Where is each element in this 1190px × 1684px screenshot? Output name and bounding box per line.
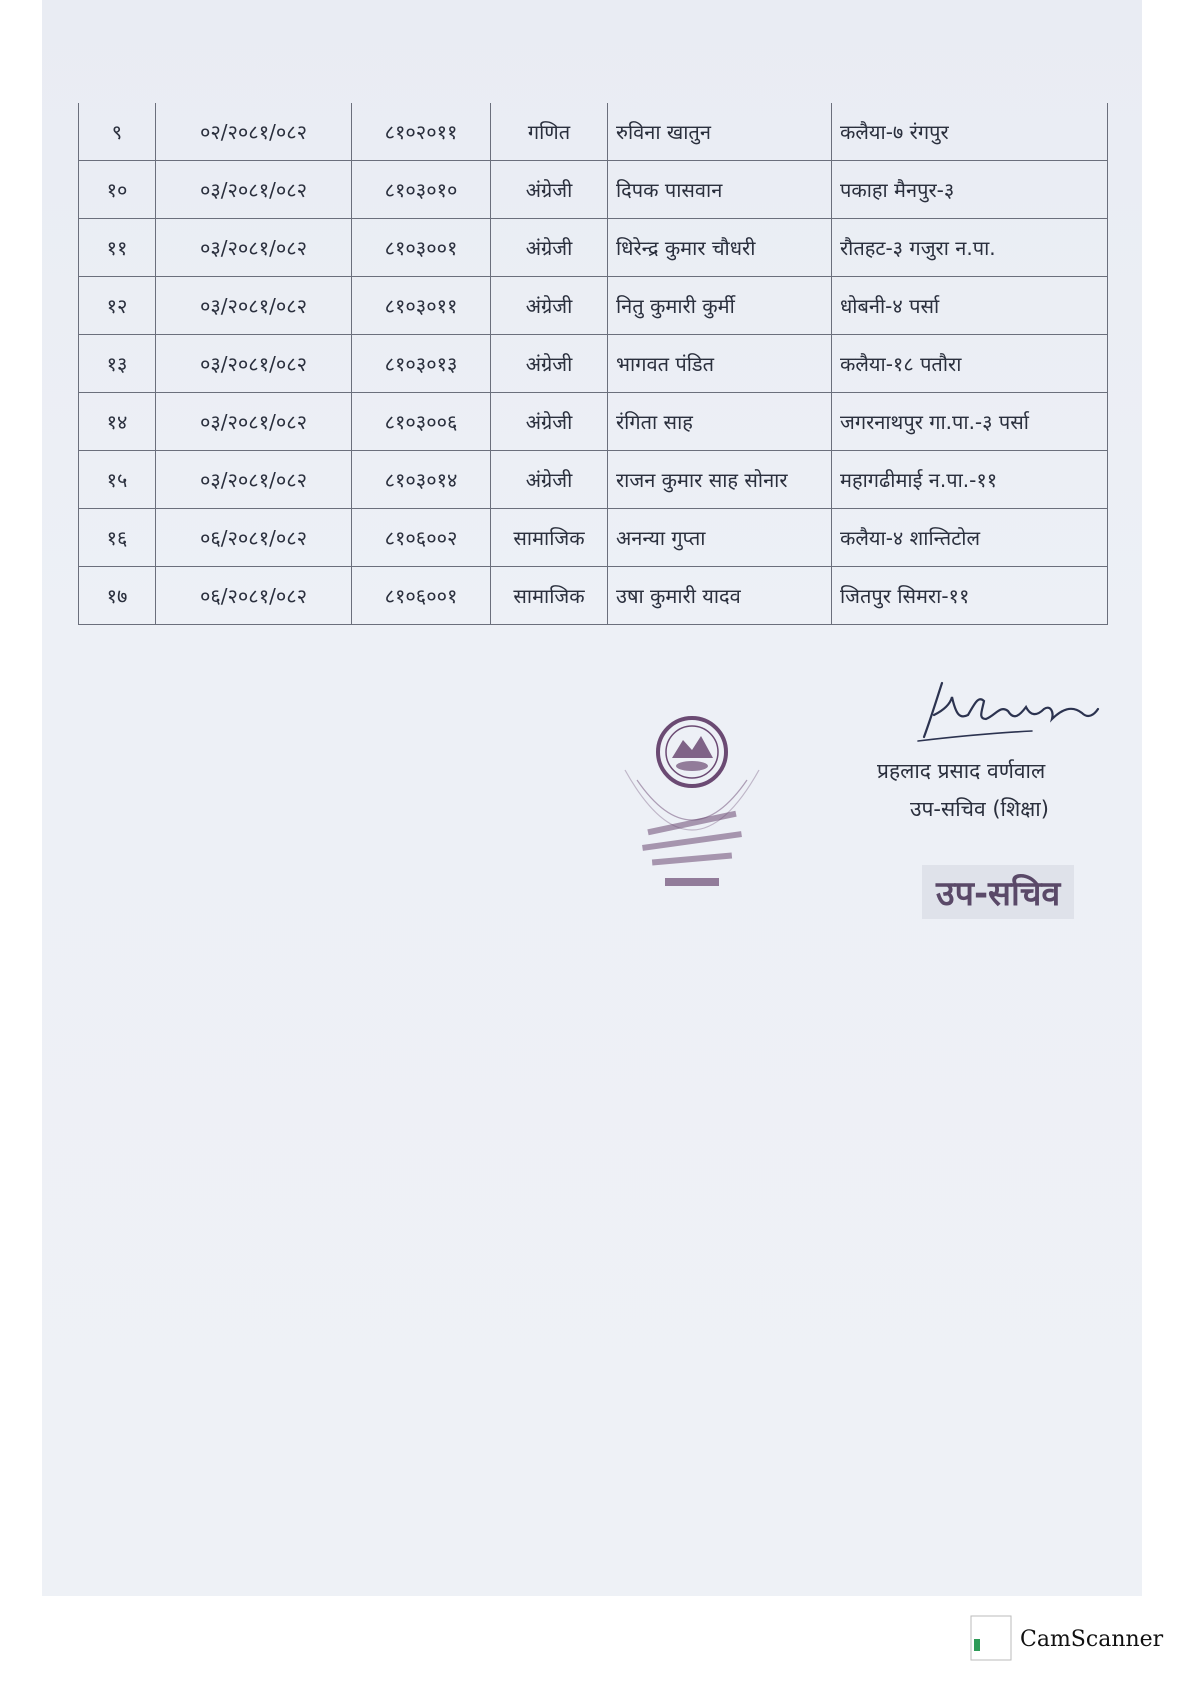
address-cell: धोबनी-४ पर्सा: [832, 277, 1108, 335]
address-cell: जितपुर सिमरा-११: [832, 567, 1108, 625]
table-row: [79, 103, 1108, 161]
subject-cell: गणित: [491, 103, 608, 161]
code-cell: ०३/२०८१/०८२: [156, 277, 352, 335]
camscanner-badge-icon: [970, 1615, 1012, 1661]
subject-cell: अंग्रेजी: [491, 277, 608, 335]
office-seal-icon: [617, 710, 767, 900]
roll-number-cell: ८१०३०११: [352, 277, 491, 335]
roll-number-cell: ८१०३००६: [352, 393, 491, 451]
roll-number-cell: ८१०३०१४: [352, 451, 491, 509]
roll-number-cell: ८१०६००२: [352, 509, 491, 567]
code-cell: ०३/२०८१/०८२: [156, 451, 352, 509]
roll-number-cell: ८१०२०११: [352, 103, 491, 161]
address-cell: कलैया-७ रंगपुर: [832, 103, 1108, 161]
roll-number-cell: ८१०३०१०: [352, 161, 491, 219]
designation-stamp: उप-सचिव: [922, 865, 1074, 919]
subject-cell: सामाजिक: [491, 509, 608, 567]
code-cell: ०३/२०८१/०८२: [156, 335, 352, 393]
subject-cell: अंग्रेजी: [491, 219, 608, 277]
code-cell: ०३/२०८१/०८२: [156, 393, 352, 451]
name-cell: दिपक पासवान: [608, 161, 832, 219]
roll-number-cell: ८१०३००१: [352, 219, 491, 277]
subject-cell: सामाजिक: [491, 567, 608, 625]
table-row: [79, 393, 1108, 451]
subject-cell: अंग्रेजी: [491, 335, 608, 393]
name-cell: भागवत पंडित: [608, 335, 832, 393]
address-cell: रौतहट-३ गजुरा न.पा.: [832, 219, 1108, 277]
code-cell: ०३/२०८१/०८२: [156, 219, 352, 277]
code-cell: ०३/२०८१/०८२: [156, 161, 352, 219]
signatory-designation: उप-सचिव (शिक्षा): [910, 797, 1049, 821]
serial-number-cell: १४: [79, 393, 156, 451]
name-cell: अनन्या गुप्ता: [608, 509, 832, 567]
table-row: [79, 161, 1108, 219]
candidate-table-body: [79, 103, 1108, 625]
code-cell: ०६/२०८१/०८२: [156, 509, 352, 567]
code-cell: ०२/२०८१/०८२: [156, 103, 352, 161]
signatory-name: प्रहलाद प्रसाद वर्णवाल: [877, 759, 1046, 783]
subject-cell: अंग्रेजी: [491, 161, 608, 219]
serial-number-cell: १०: [79, 161, 156, 219]
serial-number-cell: १३: [79, 335, 156, 393]
signature-icon: [912, 675, 1112, 755]
address-cell: पकाहा मैनपुर-३: [832, 161, 1108, 219]
table-row: [79, 509, 1108, 567]
subject-cell: अंग्रेजी: [491, 393, 608, 451]
name-cell: उषा कुमारी यादव: [608, 567, 832, 625]
name-cell: रुविना खातुन: [608, 103, 832, 161]
name-cell: धिरेन्द्र कुमार चौधरी: [608, 219, 832, 277]
name-cell: राजन कुमार साह सोनार: [608, 451, 832, 509]
candidate-table: [78, 103, 1108, 625]
table-row: [79, 277, 1108, 335]
table-row: [79, 567, 1108, 625]
table-row: [79, 219, 1108, 277]
roll-number-cell: ८१०३०१३: [352, 335, 491, 393]
serial-number-cell: १६: [79, 509, 156, 567]
address-cell: महागढीमाई न.पा.-११: [832, 451, 1108, 509]
serial-number-cell: ९: [79, 103, 156, 161]
name-cell: नितु कुमारी कुर्मी: [608, 277, 832, 335]
address-cell: कलैया-१८ पतौरा: [832, 335, 1108, 393]
code-cell: ०६/२०८१/०८२: [156, 567, 352, 625]
table-row: [79, 335, 1108, 393]
serial-number-cell: १२: [79, 277, 156, 335]
address-cell: जगरनाथपुर गा.पा.-३ पर्सा: [832, 393, 1108, 451]
address-cell: कलैया-४ शान्तिटोल: [832, 509, 1108, 567]
serial-number-cell: १५: [79, 451, 156, 509]
serial-number-cell: ११: [79, 219, 156, 277]
document-page: [42, 0, 1142, 1596]
subject-cell: अंग्रेजी: [491, 451, 608, 509]
table-row: [79, 451, 1108, 509]
camscanner-watermark-label: CamScanner: [1020, 1627, 1164, 1652]
serial-number-cell: १७: [79, 567, 156, 625]
roll-number-cell: ८१०६००१: [352, 567, 491, 625]
name-cell: रंगिता साह: [608, 393, 832, 451]
